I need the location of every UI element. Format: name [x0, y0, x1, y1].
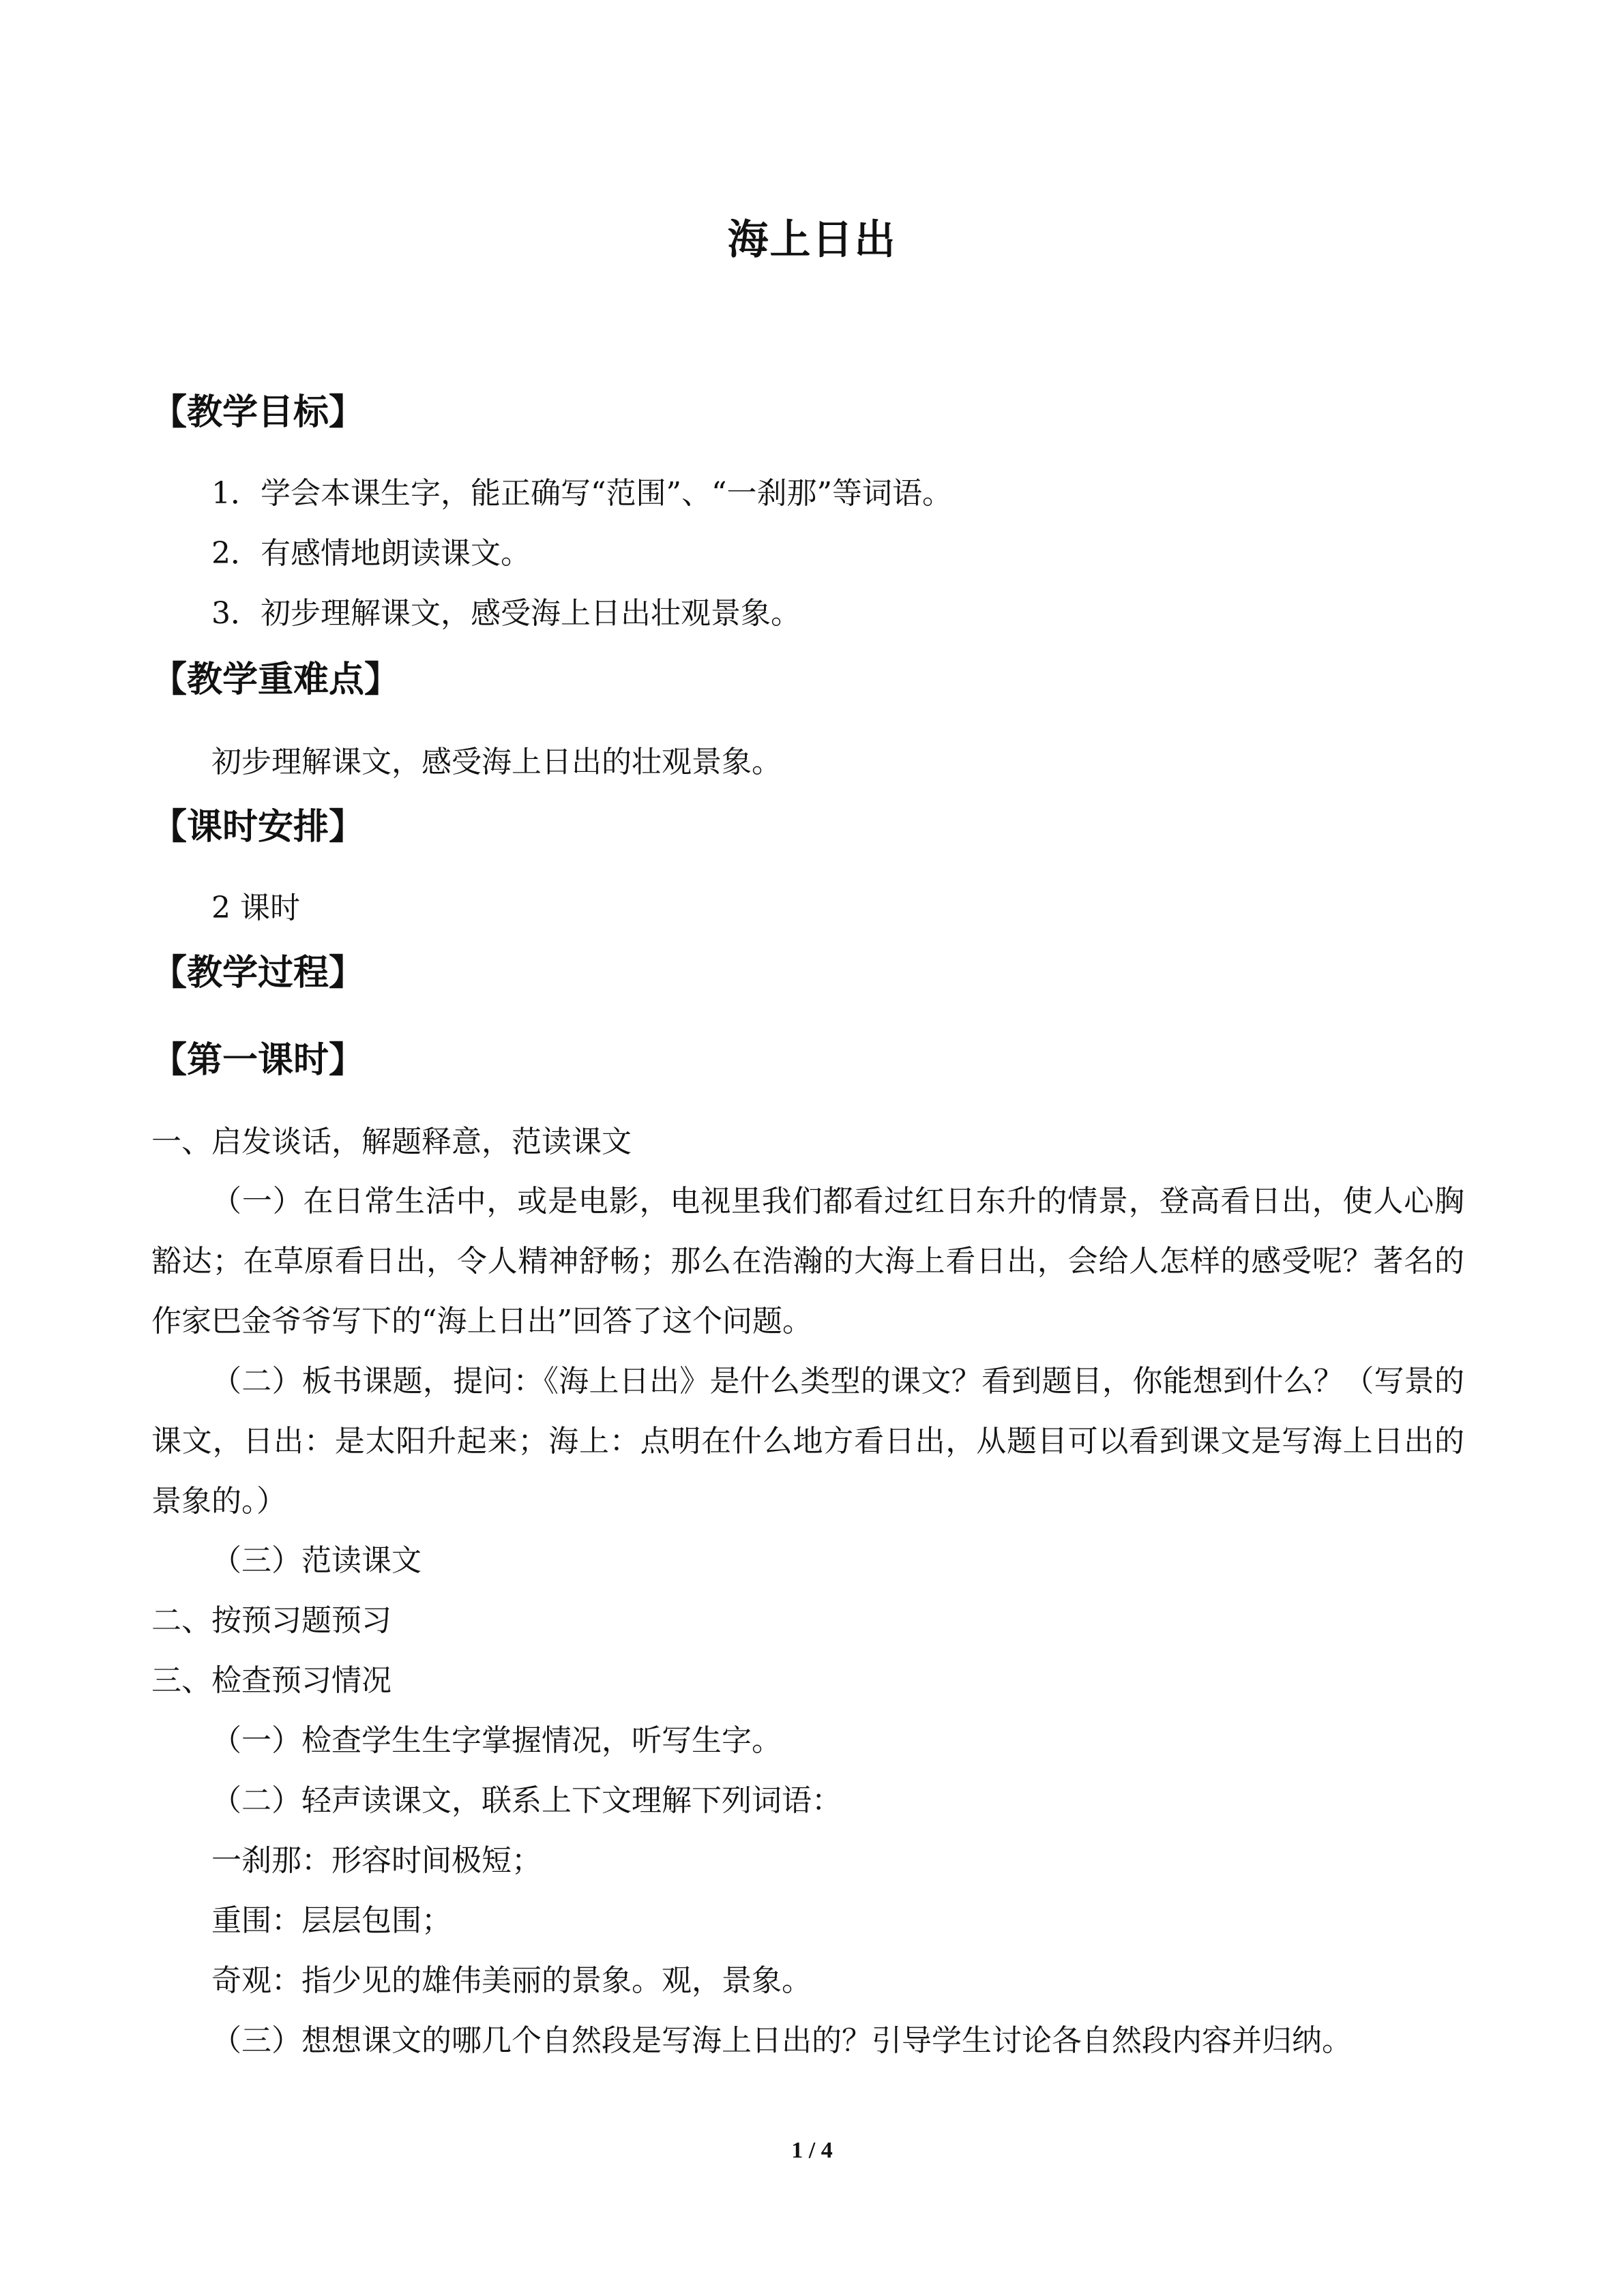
heading-difficulty: 【教学重难点】 — [151, 659, 400, 700]
document-title: 海上日出 — [727, 216, 897, 264]
page-number: 1 / 4 — [791, 2138, 833, 2163]
process-step-3: 三、检查预习情况 — [151, 1663, 392, 1698]
process-step-1-paragraph-2: （二）板书课题，提问：《海上日出》是什么类型的课文？看到题目，你能想到什么？（写景的课文，日出：是太阳升起来；海上：点明在什么地方看日出，从题目可以看到课文是写海上日出的景象的。） — [151, 1364, 1464, 1519]
process-step-2: 二、按预习题预习 — [151, 1603, 392, 1638]
objective-item-3: 3．初步理解课文，感受海上日出壮观景象。 — [211, 596, 801, 631]
process-step-3-paragraph-1: （一）检查学生生字掌握情况，听写生字。 — [211, 1723, 782, 1758]
process-step-3-paragraph-2: （二）轻声读课文，联系上下文理解下列词语： — [211, 1783, 842, 1818]
difficulty-text: 初步理解课文，感受海上日出的壮观景象。 — [211, 745, 782, 779]
heading-lesson-1: 【第一课时】 — [151, 1040, 365, 1081]
process-step-1-paragraph-3: （三）范读课文 — [211, 1543, 422, 1578]
vocab-item-1: 一刹那：形容时间极短； — [211, 1843, 542, 1878]
heading-process: 【教学过程】 — [151, 953, 365, 994]
vocab-item-3: 奇观：指少见的雄伟美丽的景象。观，景象。 — [211, 1963, 812, 1998]
heading-schedule: 【课时安排】 — [151, 807, 365, 848]
process-step-1: 一、启发谈话，解题释意，范读课文 — [151, 1124, 632, 1159]
process-step-1-paragraph-1: （一）在日常生活中，或是电影，电视里我们都看过红日东升的情景，登高看日出，使人心胸豁达；在草原看日出，令人精神舒畅；那么在浩瀚的大海上看日出，会给人怎样的感受呢？著名的作家巴金爷爷写下的“海上日出”回答了这个问题。 — [151, 1184, 1464, 1339]
objective-item-1: 1．学会本课生字，能正确写“范围”、“一刹那”等词语。 — [211, 476, 952, 511]
vocab-item-2: 重围：层层包围； — [211, 1903, 452, 1938]
objective-item-2: 2．有感情地朗读课文。 — [211, 536, 531, 571]
schedule-text: 2 课时 — [211, 891, 300, 925]
process-step-3-paragraph-3: （三）想想课文的哪几个自然段是写海上日出的？引导学生讨论各自然段内容并归纳。 — [211, 2023, 1352, 2058]
heading-objectives: 【教学目标】 — [151, 392, 365, 433]
